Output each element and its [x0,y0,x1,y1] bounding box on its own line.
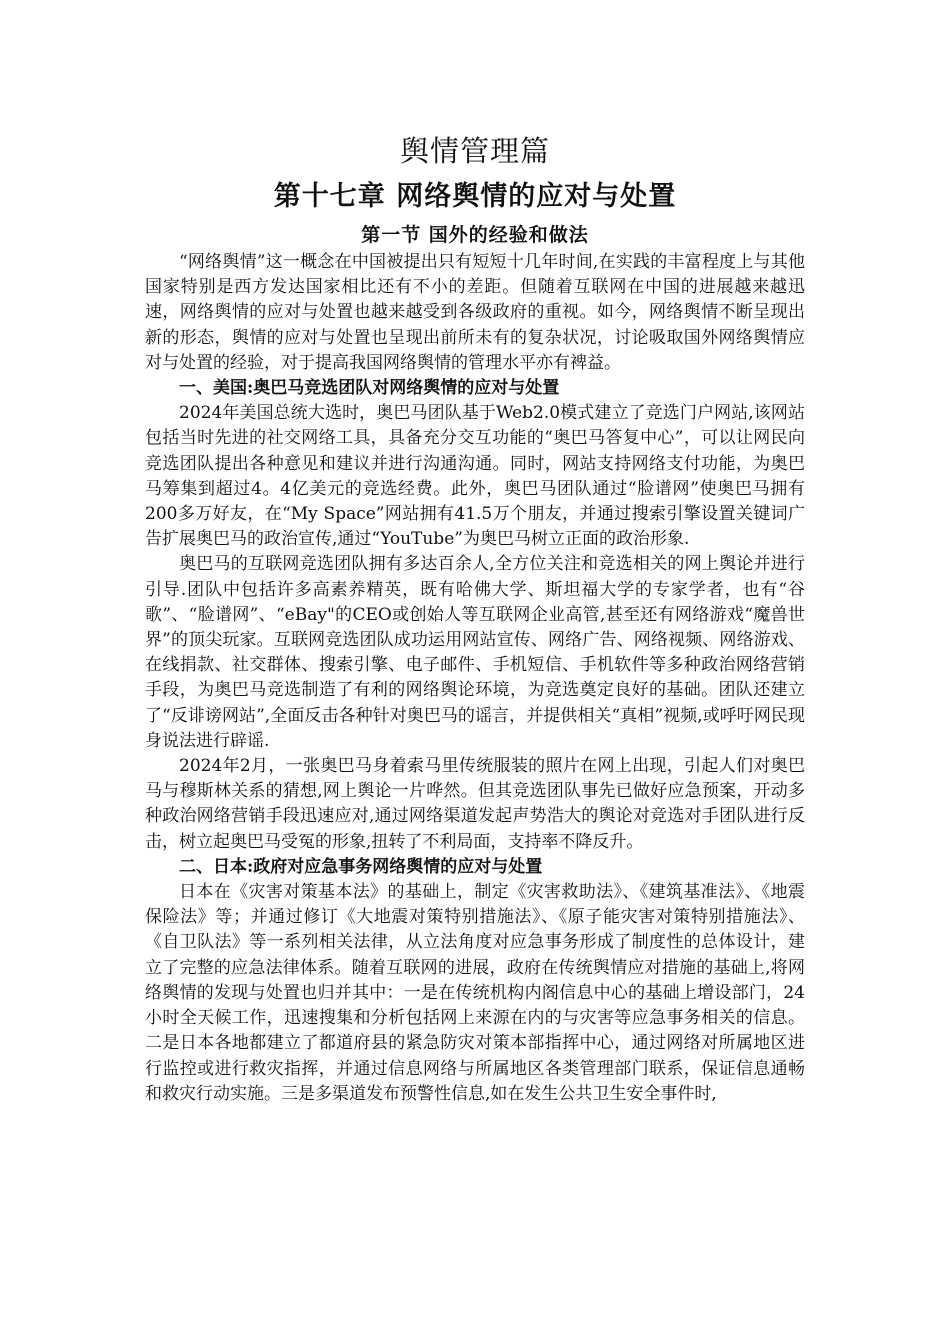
part-title: 舆情管理篇 [399,134,550,168]
body-paragraph: 2024年2月，一张奥巴马身着索马里传统服装的照片在网上出现，引起人们对奥巴马与穆斯林关系的猜想,网上舆论一片哗然。但其竞选团队事先已做好应急预案，开动多种政治网络营销手段迅速应对,通过网络渠道发起声势浩大的舆论对竞选对手团队进行反击，树立起奥巴马受冤的形象,扭转了不利局面，支持率不降反升。 [145,756,805,852]
body-paragraph: 2024年美国总统大选时，奥巴马团队基于Web2.0模式建立了竞选门户网站,该网站包括当时先进的社交网络工具，具备充分交互功能的“奥巴马答复中心”，可以让网民向竞选团队提出各种意见和建议并进行沟通沟通。同时，网站支持网络支付功能，为奥巴马筹集到超过4。4亿美元的竞选经费。此外，奥巴马团队通过“脸谱网”使奥巴马拥有200多万好友，在“My Space”网站拥有41.5万个朋友，并通过搜索引擎设置关键词广告扩展奥巴马的政治宣传,通过“YouTube”为奥巴马树立正面的政治形象. [145,403,805,550]
subheading-usa: 一、美国:奥巴马竞选团队对网络舆情的应对与处置 [179,378,560,399]
body-paragraph: 日本在《灾害对策基本法》的基础上，制定《灾害救助法》、《建筑基准法》、《地震保险法》等；并通过修订《大地震对策特别措施法》、《原子能灾害对策特别措施法》、《自卫队法》等一系列相关法律，从立法角度对应急事务形成了制度性的总体设计，建立了完整的应急法律体系。随着互联网的进展，政府在传统舆情应对措施的基础上,将网络舆情的发现与处置也归并其中：一是在传统机构内阁信息中心的基础上增设部门，24小时全天候工作，迅速搜集和分析包括网上来源在内的与灾害等应急事务相关的信息。二是日本各地都建立了都道府县的紧急防灾对策本部指挥中心，通过网络对所属地区进行监控或进行救灾指挥，并通过信息网络与所属地区各类管理部门联系，保证信息通畅和救灾行动实施。三是多渠道发布预警性信息,如在发生公共卫生安全事件时, [145,882,805,1104]
document-page [145,128,805,1107]
section-title: 第一节 国外的经验和做法 [361,224,589,246]
intro-paragraph: “网络舆情”这一概念在中国被提出只有短短十几年时间,在实践的丰富程度上与其他国家特别是西方发达国家相比还有不小的差距。但随着互联网在中国的进展越来越迅速，网络舆情的应对与处置也越来越受到各级政府的重视。如今，网络舆情不断呈现出新的形态，舆情的应对与处置也呈现出前所未有的复杂状况，讨论吸取国外网络舆情应对与处置的经验，对于提高我国网络舆情的管理水平亦有裨益。 [145,252,805,373]
subheading-japan: 二、日本:政府对应急事务网络舆情的应对与处置 [179,856,543,877]
body-paragraph: 奥巴马的互联网竞选团队拥有多达百余人,全方位关注和竞选相关的网上舆论并进行引导.团队中包括许多高素养精英，既有哈佛大学、斯坦福大学的专家学者，也有“谷歌”、“脸谱网”、“eBay"的CEO或创始人等互联网企业高管,甚至还有网络游戏“魔兽世界”的顶尖玩家。互联网竞选团队成功运用网站宣传、网络广告、网络视频、网络游戏、在线捐款、社交群体、搜索引擎、电子邮件、手机短信、手机软件等多种政治网络营销手段，为奥巴马竞选制造了有利的网络舆论环境，为竞选奠定良好的基础。团队还建立了“反诽谤网站”,全面反击各种针对奥巴马的谣言，并提供相关“真相”视频,或呼吁网民现身说法进行辟谣. [145,554,805,751]
chapter-title: 第十七章 网络舆情的应对与处置 [273,181,677,212]
